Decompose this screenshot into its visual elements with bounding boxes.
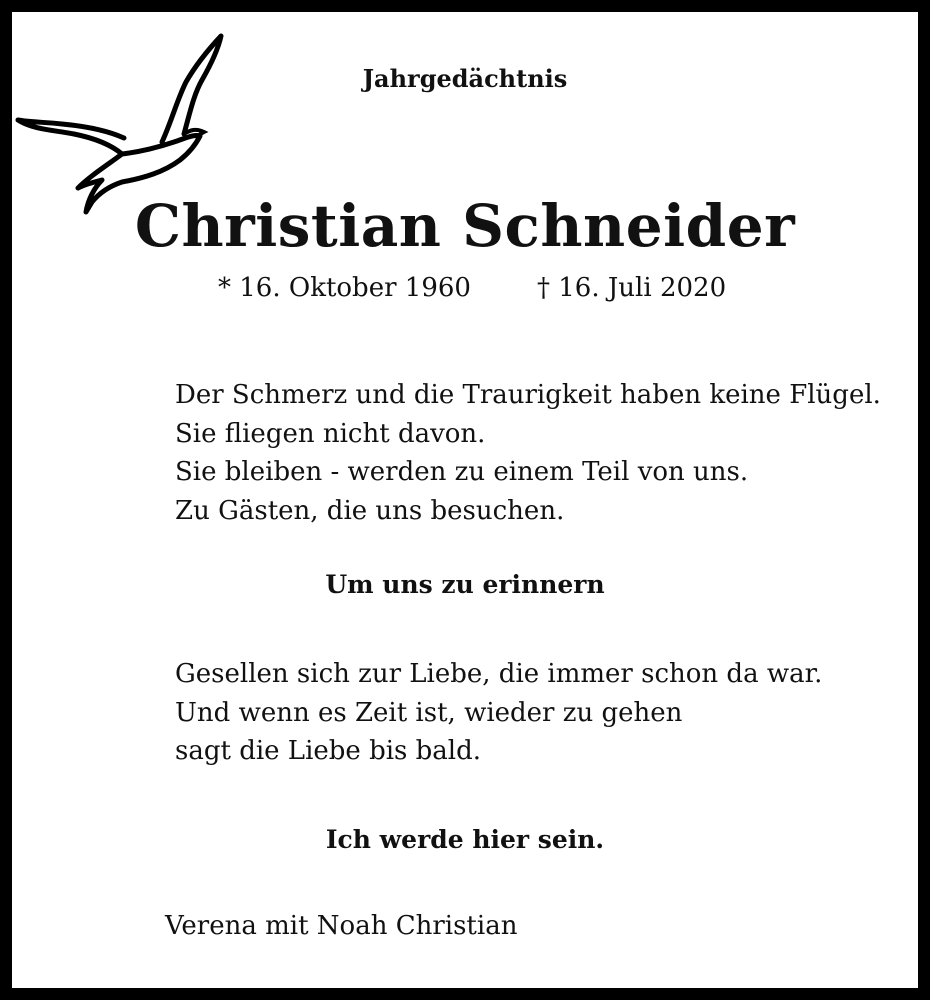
- birth-date: * 16. Oktober 1960: [218, 273, 471, 303]
- poem-stanza-one: [175, 376, 881, 530]
- poem-line: Der Schmerz und die Traurigkeit haben keine Flügel.: [175, 380, 881, 410]
- poem-stanza-two: [175, 655, 822, 771]
- poem-line: Und wenn es Zeit ist, wieder zu gehen: [175, 697, 683, 728]
- poem-line: Sie bleiben - werden zu einem Teil von uns.: [175, 457, 749, 487]
- death-date: † 16. Juli 2020: [537, 273, 727, 303]
- poem-line: Gesellen sich zur Liebe, die immer schon da war.: [175, 659, 823, 689]
- poem-interlude-one: Um uns zu erinnern: [325, 570, 605, 599]
- signature: Verena mit Noah Christian: [165, 911, 518, 941]
- deceased-name: Christian Schneider: [134, 192, 796, 260]
- poem-line: sagt die Liebe bis bald.: [175, 736, 482, 766]
- poem-line: Zu Gästen, die uns besuchen.: [175, 495, 565, 526]
- poem-line: Sie fliegen nicht davon.: [175, 418, 486, 449]
- notice-heading: Jahrgedächtnis: [362, 64, 568, 93]
- poem-interlude-two: Ich werde hier sein.: [325, 825, 605, 854]
